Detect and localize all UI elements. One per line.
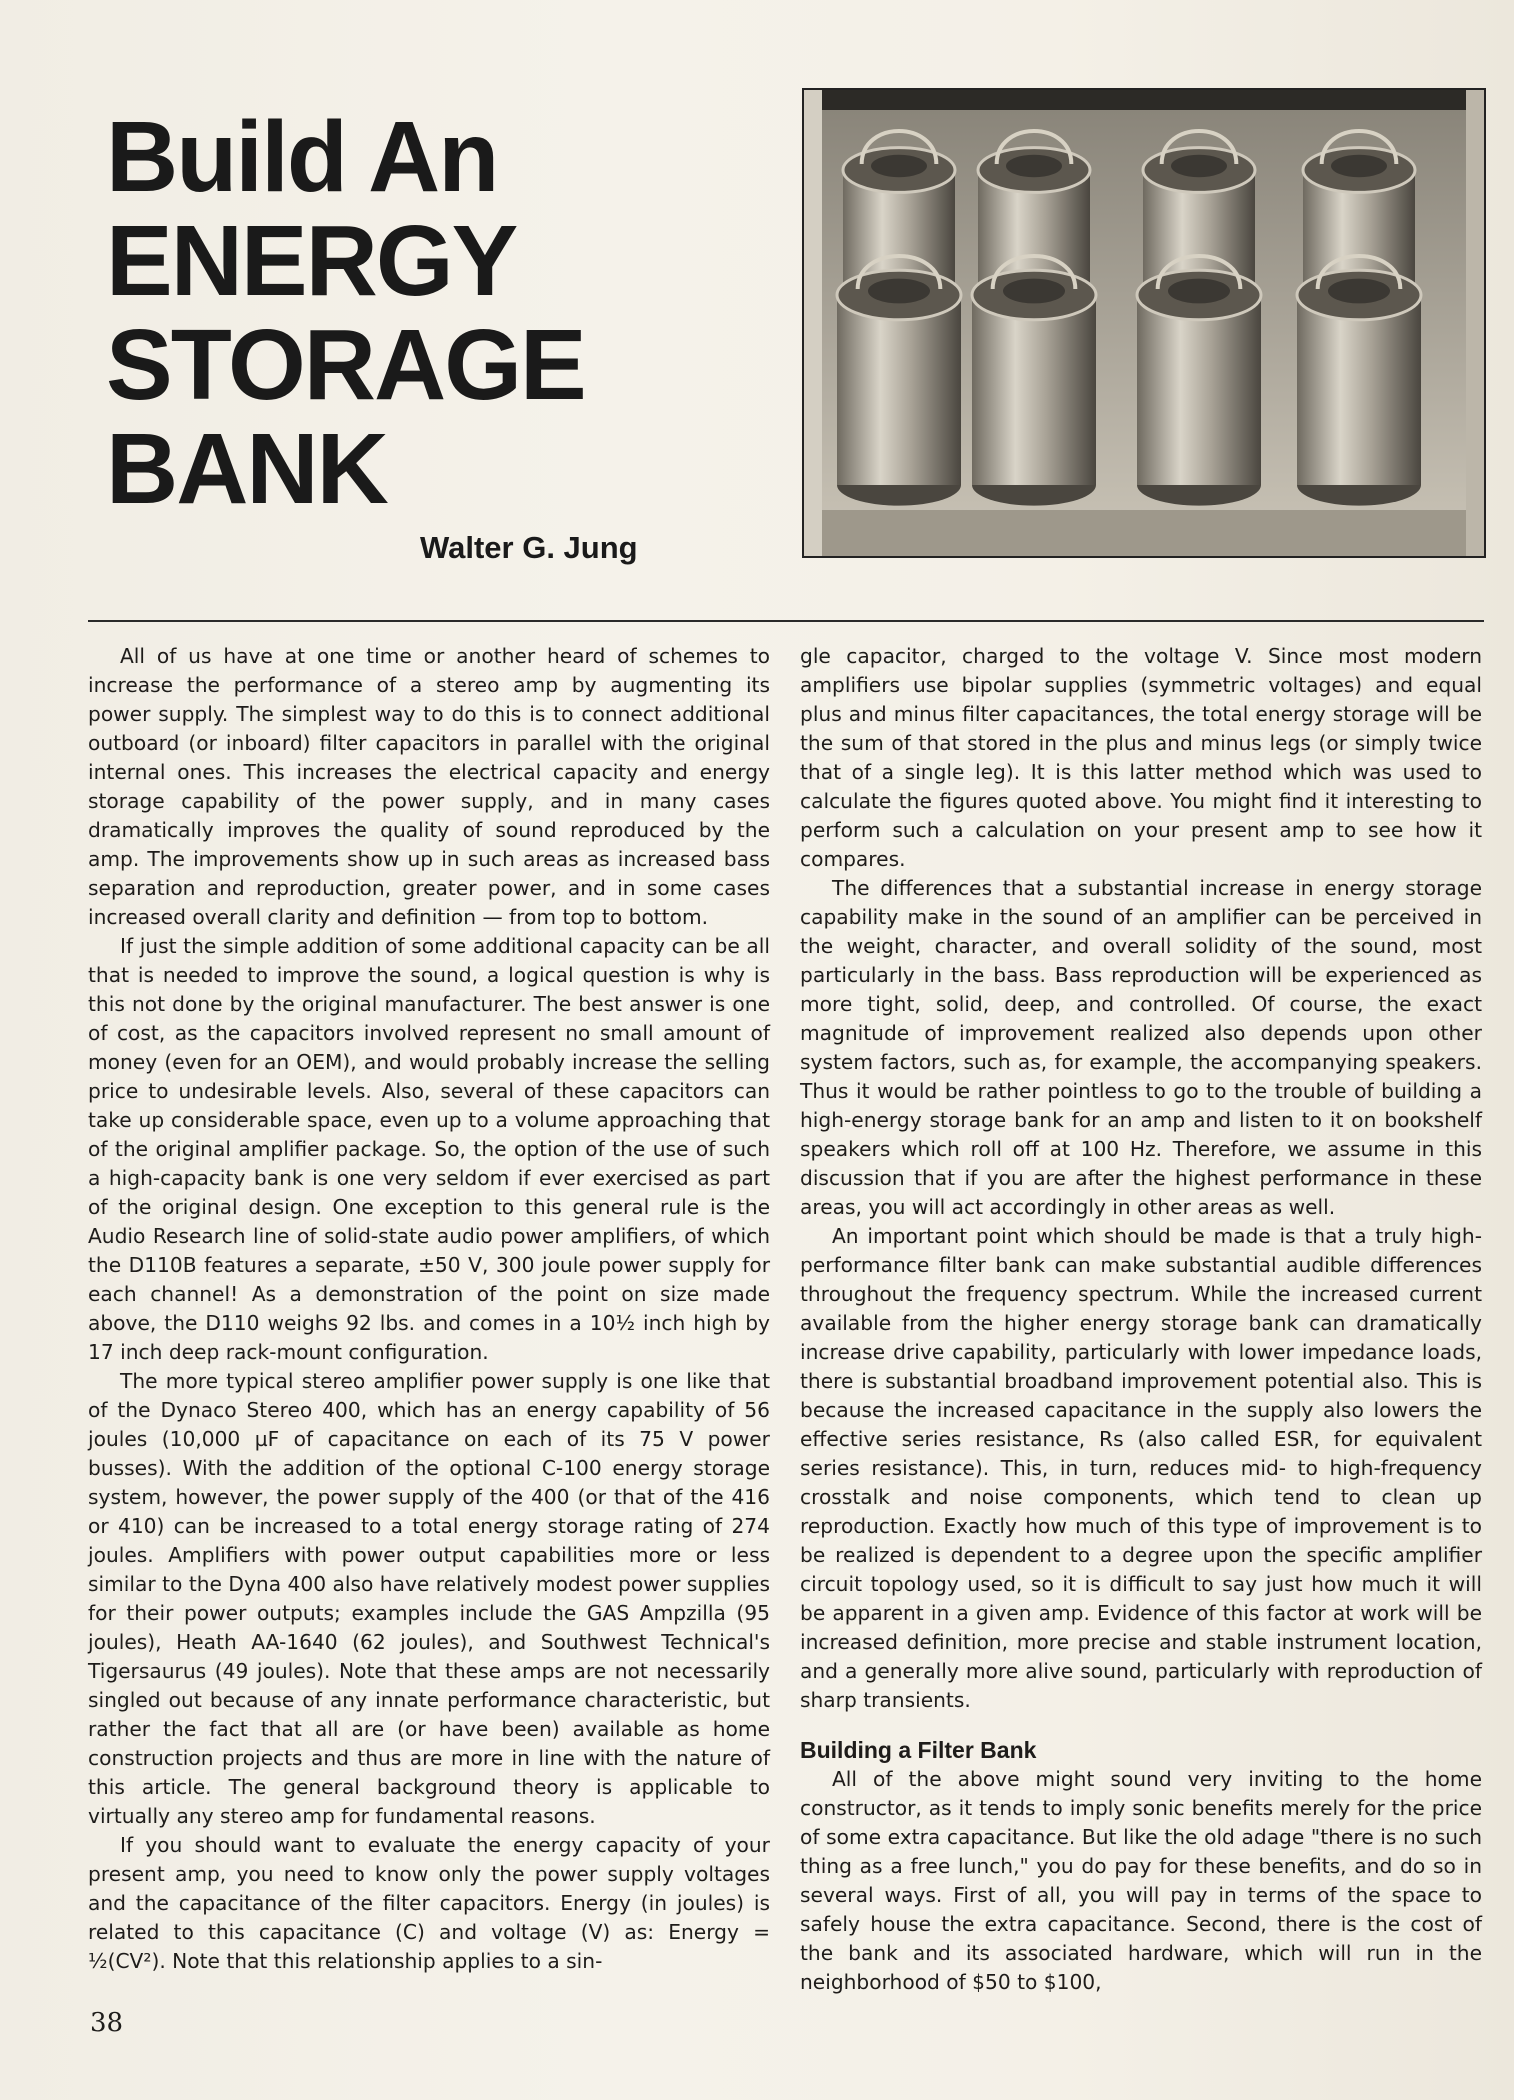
header-rule (88, 620, 1484, 622)
title-line: BANK (106, 413, 387, 525)
title-line: Build An (106, 101, 498, 213)
left-column (88, 642, 770, 1976)
paragraph: The differences that a substantial increase in energy storage capability make in the sound of an amplifier can be perceived in the weight, character, and overall solidity of the sound, most particularly in the bass. Bass reproduction will be experienced as more tight, solid, deep, and controlled. Of course, the exact magnitude of improvement realized also depends upon other system factors, such as, for example, the accompanying speakers. Thus it would be rather pointless to go to the trouble of building a high-energy storage bank for an amp and listen to it on bookshelf speakers which roll off at 100 Hz. Therefore, we assume in this discussion that if you are after the highest performance in these areas, you will act accordingly in other areas as well. (800, 876, 1482, 1219)
title-line: ENERGY (106, 205, 517, 317)
paragraph: If just the simple addition of some additional capacity can be all that is needed to improve the sound, a logical question is why is this not done by the original manufacturer. The best answer is one of cost, as the capacitors involved represent no small amount of money (even for an OEM), and would probably increase the selling price to undesirable levels. Also, several of these capacitors can take up considerable space, even up to a volume approaching that of the original amplifier package. So, the option of the use of such a high-capacity bank is one very seldom if ever exercised as part of the original design. One exception to this general rule is the Audio Research line of solid-state audio power amplifiers, of which the D110B features a separate, ±50 V, 300 joule power supply for each channel! As a demonstration of the point on size made above, the D110 weighs 92 lbs. and comes in a 10½ inch high by 17 inch deep rack-mount configuration. (88, 934, 770, 1364)
paragraph: An important point which should be made is that a truly high-performance filter bank can make substantial audible differences throughout the frequency spectrum. While the increased current available from the higher energy storage bank can dramatically increase drive capability, particularly with lower impedance loads, there is substantial broadband improvement potential also. This is because the increased capacitance in the supply also lowers the effective series resistance, Rs (also called ESR, for equivalent series resistance). This, in turn, reduces mid- to high-frequency crosstalk and noise components, which tend to clean up reproduction. Exactly how much of this type of improvement is to be realized is dependent to a degree upon the specific amplifier circuit topology used, so it is difficult to say just how much it will be apparent in a given amp. Evidence of this factor at work will be increased definition, more precise and stable instrument location, and a generally more alive sound, particularly with reproduction of sharp transients. (800, 1224, 1482, 1712)
article-title (106, 101, 585, 525)
capacitor-bank-photo (802, 88, 1486, 558)
paragraph: All of the above might sound very inviting to the home constructor, as it tends to imply sonic benefits merely for the price of some extra capacitance. But like the old adage "there is no such thing as a free lunch," you do pay for these benefits, and do so in several ways. First of all, you will pay in terms of the space to safely house the extra capacitance. Second, there is the cost of the bank and its associated hardware, which will run in the neighborhood of $50 to $100, (800, 1767, 1482, 1994)
paragraph: If you should want to evaluate the energy capacity of your present amp, you need to know only the power supply voltages and the capacitance of the filter capacitors. Energy (in joules) is related to this capacitance (C) and voltage (V) as: Energy = ½(CV²). Note that this relationship applies to a sin- (88, 1833, 770, 1973)
author-byline: Walter G. Jung (420, 530, 638, 565)
page-number: 38 (90, 2008, 124, 2038)
title-line: STORAGE (106, 309, 585, 421)
capacitor-can (1297, 256, 1421, 506)
paragraph: The more typical stereo amplifier power supply is one like that of the Dynaco Stereo 400, which has an energy capability of 56 joules (10,000 µF of capacitance on each of its 75 V power busses). With the addition of the optional C-100 energy storage system, however, the power supply of the 400 (or that of the 416 or 410) can be increased to a total energy storage rating of 274 joules. Amplifiers with power output capabilities more or less similar to the Dyna 400 also have relatively modest power supplies for their power outputs; examples include the GAS Ampzilla (95 joules), Heath AA-1640 (62 joules), and Southwest Technical's Tigersaurus (49 joules). Note that these amps are not necessarily singled out because of any innate performance characteristic, but rather the fact that all are (or have been) available as home construction projects and thus are more in line with the nature of this article. The general background theory is applicable to virtually any stereo amp for fundamental reasons. (88, 1369, 770, 1828)
section-heading: Building a Filter Bank (800, 1737, 1037, 1763)
paragraph: All of us have at one time or another heard of schemes to increase the performance of a stereo amp by augmenting its power supply. The simplest way to do this is to connect additional outboard (or inboard) filter capacitors in parallel with the original internal ones. This increases the electrical capacity and energy storage capability of the power supply, and in many cases dramatically improves the quality of sound reproduced by the amp. The improvements show up in such areas as increased bass separation and reproduction, greater power, and in some cases increased overall clarity and definition — from top to bottom. (88, 644, 770, 929)
capacitor-can (972, 256, 1096, 506)
capacitor-can (1137, 256, 1261, 506)
photo-illustration (804, 90, 1484, 556)
paragraph: gle capacitor, charged to the voltage V. Since most modern amplifiers use bipolar supplies (symmetric voltages) and equal plus and minus filter capacitances, the total energy storage will be the sum of that stored in the plus and minus legs (or simply twice that of a single leg). It is this latter method which was used to calculate the figures quoted above. You might find it interesting to perform such a calculation on your present amp to see how it compares. (800, 644, 1482, 871)
capacitor-can (837, 256, 961, 506)
right-column (800, 642, 1482, 1997)
